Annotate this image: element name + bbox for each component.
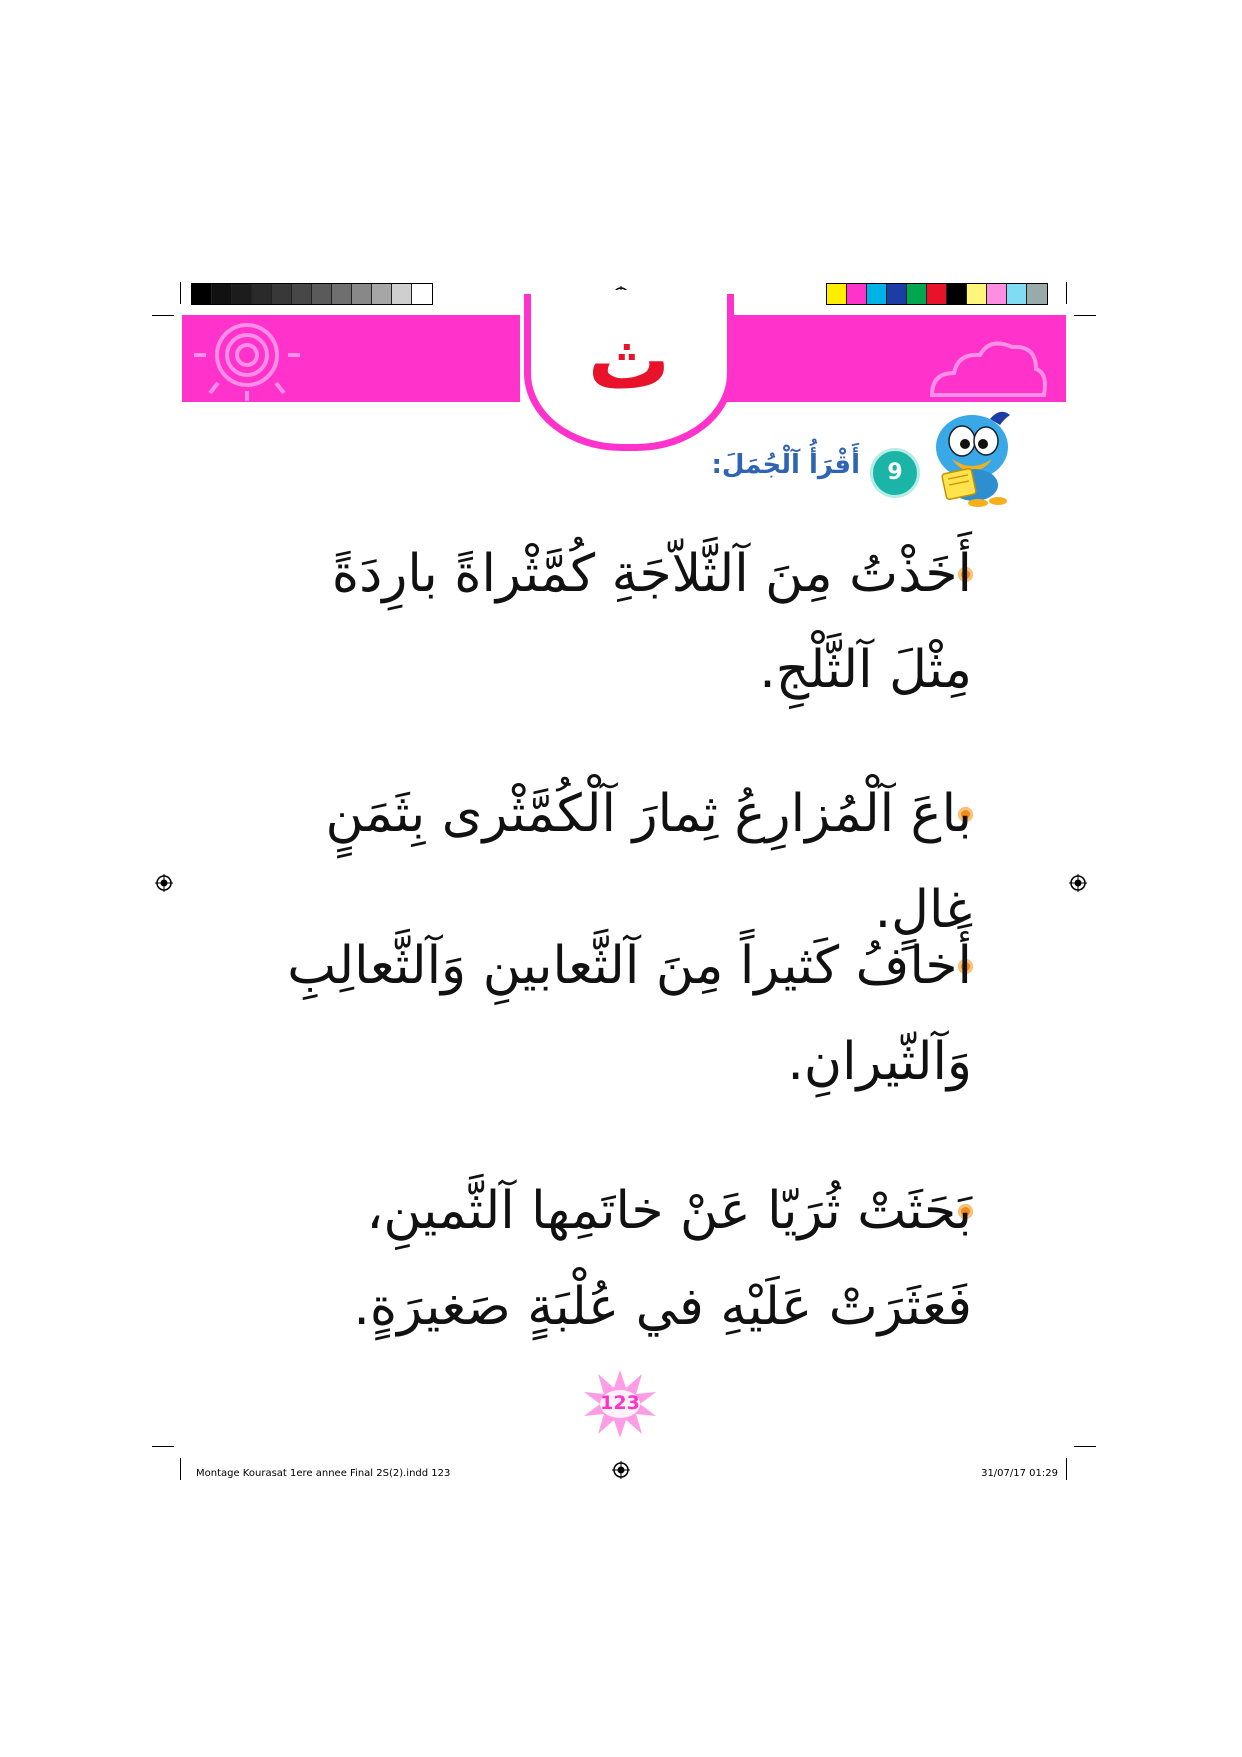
bird-mascot-icon — [920, 405, 1020, 507]
letter-badge — [524, 294, 734, 451]
cloud-decoration — [922, 315, 1052, 402]
sentence-3 — [252, 918, 972, 1110]
slug-filename: Montage Kourasat 1ere annee Final 2S(2).indd 123 — [196, 1468, 451, 1479]
crop-mark — [1074, 1446, 1096, 1447]
sentence-line: بَحَثَتْ ثُرَيّا عَنْ خاتَمِها آلثَّمينِ، — [366, 1181, 972, 1241]
page-number-burst — [590, 1374, 650, 1434]
crop-mark — [180, 282, 181, 304]
sentence-line: مِثْلَ آلثَّلْجِ. — [759, 640, 972, 700]
sentence-line: باعَ آلْمُزارِعُ ثِمارَ آلْكُمَّثْرى بِثَمَنٍ غالٍ. — [325, 784, 972, 940]
page-number: 123 — [600, 1392, 640, 1414]
sentence-4 — [252, 1163, 972, 1355]
instruction-text: أَقْرَأُ آلْجُمَلَ: — [711, 450, 860, 480]
crop-mark — [152, 1446, 174, 1447]
sentence-1 — [252, 526, 972, 718]
crop-mark — [152, 315, 174, 316]
registration-mark-right — [1069, 874, 1087, 892]
sentence-line: أَخافُ كَثيراً مِنَ آلثَّعابينِ وَآلثَّعالِبِ — [287, 936, 972, 996]
color-strip — [826, 283, 1048, 305]
slug-datetime: 31/07/17 01:29 — [981, 1468, 1058, 1479]
sentence-line: وَآلثّيرانِ. — [787, 1032, 972, 1092]
crop-mark — [1074, 315, 1096, 316]
crop-mark — [1066, 1458, 1067, 1480]
registration-mark-left — [155, 874, 173, 892]
sentence-line: أَخَذْتُ مِنَ آلثَّلاّجَةِ كُمَّثْراةً بارِدَةً — [331, 544, 972, 604]
sun-swirl-decoration — [192, 315, 302, 402]
registration-mark-bottom — [612, 1461, 630, 1479]
featured-letter: ث — [587, 313, 671, 408]
crop-mark — [180, 1458, 181, 1480]
sentence-line: فَعَثَرَتْ عَلَيْهِ في عُلْبَةٍ صَغيرَةٍ. — [353, 1277, 972, 1337]
grayscale-strip — [191, 283, 433, 305]
crop-mark — [1066, 282, 1067, 304]
exercise-number-badge: 9 — [870, 448, 920, 498]
